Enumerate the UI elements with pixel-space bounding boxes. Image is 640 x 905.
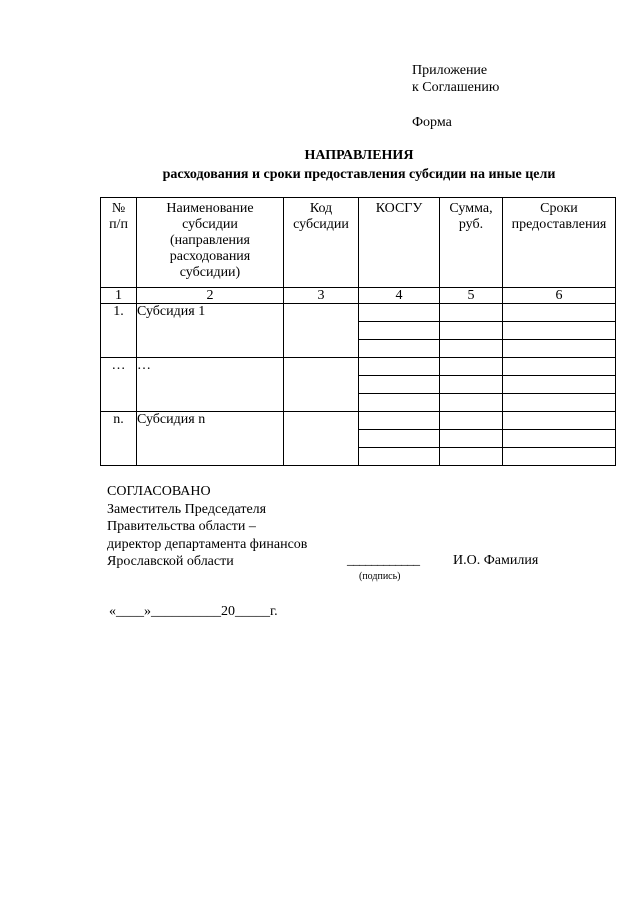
row-kosgu-cell (359, 448, 440, 466)
table-row (101, 412, 616, 430)
column-number-row (101, 288, 616, 304)
subsidy-table (100, 197, 616, 466)
signature-caption: (подпись) (359, 571, 401, 582)
row-number: n. (101, 412, 137, 466)
row-kosgu-cell (359, 358, 440, 376)
row-amount-cell (440, 448, 503, 466)
column-number-4: 4 (359, 288, 440, 304)
row-kosgu-cell (359, 412, 440, 430)
row-terms-cell (503, 358, 616, 376)
row-kosgu-cell (359, 340, 440, 358)
approval-line-1: Заместитель Председателя (107, 501, 267, 517)
approval-line-2: Правительства области – (107, 519, 256, 534)
row-subsidy-name: … (137, 358, 284, 412)
appendix-block (412, 62, 499, 96)
row-terms-cell (503, 322, 616, 340)
row-kosgu-cell (359, 394, 440, 412)
approval-line-4: Ярославской области (107, 554, 234, 569)
row-terms-cell (503, 304, 616, 322)
row-number: 1. (101, 304, 137, 358)
table-header-row (101, 198, 616, 288)
row-terms-cell (503, 394, 616, 412)
row-terms-cell (503, 430, 616, 448)
row-terms-cell (503, 340, 616, 358)
row-amount-cell (440, 412, 503, 430)
header-number-text: № п/п (109, 201, 128, 232)
header-code-text: Код субсидии (293, 201, 349, 232)
column-number-6: 6 (503, 288, 616, 304)
column-number-5: 5 (440, 288, 503, 304)
row-amount-cell (440, 340, 503, 358)
document-subtitle: расходования и сроки предоставления субсидии на иные цели (162, 167, 556, 182)
signature-line: ____________ (347, 553, 419, 568)
header-terms (503, 198, 616, 288)
row-amount-cell (440, 376, 503, 394)
header-name-text: Наименование субсидии (направления расходования субсидии) (166, 201, 254, 280)
header-amount (440, 198, 503, 288)
row-amount-cell (440, 430, 503, 448)
header-name (137, 198, 284, 288)
header-kosgu-text: КОСГУ (375, 201, 423, 216)
row-amount-cell (440, 358, 503, 376)
row-subsidy-code (284, 412, 359, 466)
date-line: «____»__________20_____г. (109, 604, 278, 619)
header-terms-text: Сроки предоставления (511, 201, 607, 232)
row-terms-cell (503, 412, 616, 430)
row-subsidy-name: Субсидия n (137, 412, 284, 466)
table-row (101, 358, 616, 376)
row-terms-cell (503, 376, 616, 394)
row-kosgu-cell (359, 430, 440, 448)
column-number-2: 2 (137, 288, 284, 304)
row-number: … (101, 358, 137, 412)
row-kosgu-cell (359, 304, 440, 322)
column-number-1: 1 (101, 288, 137, 304)
row-subsidy-name: Субсидия 1 (137, 304, 284, 358)
header-number (101, 198, 137, 288)
row-amount-cell (440, 322, 503, 340)
header-code (284, 198, 359, 288)
row-subsidy-code (284, 304, 359, 358)
header-kosgu (359, 198, 440, 288)
row-terms-cell (503, 448, 616, 466)
row-amount-cell (440, 304, 503, 322)
row-amount-cell (440, 394, 503, 412)
approval-line-3: директор департамента финансов (107, 536, 308, 552)
row-kosgu-cell (359, 322, 440, 340)
form-label: Форма (412, 115, 452, 130)
table-row (101, 304, 616, 322)
row-subsidy-code (284, 358, 359, 412)
appendix-line-1: Приложение (412, 63, 488, 78)
approval-heading: СОГЛАСОВАНО (107, 484, 211, 499)
signatory-name: И.О. Фамилия (453, 553, 539, 568)
approval-block (107, 483, 307, 571)
row-kosgu-cell (359, 376, 440, 394)
document-title: НАПРАВЛЕНИЯ (304, 148, 414, 163)
column-number-3: 3 (284, 288, 359, 304)
appendix-line-2: к Соглашению (412, 80, 500, 95)
header-amount-text: Сумма, руб. (449, 201, 493, 232)
